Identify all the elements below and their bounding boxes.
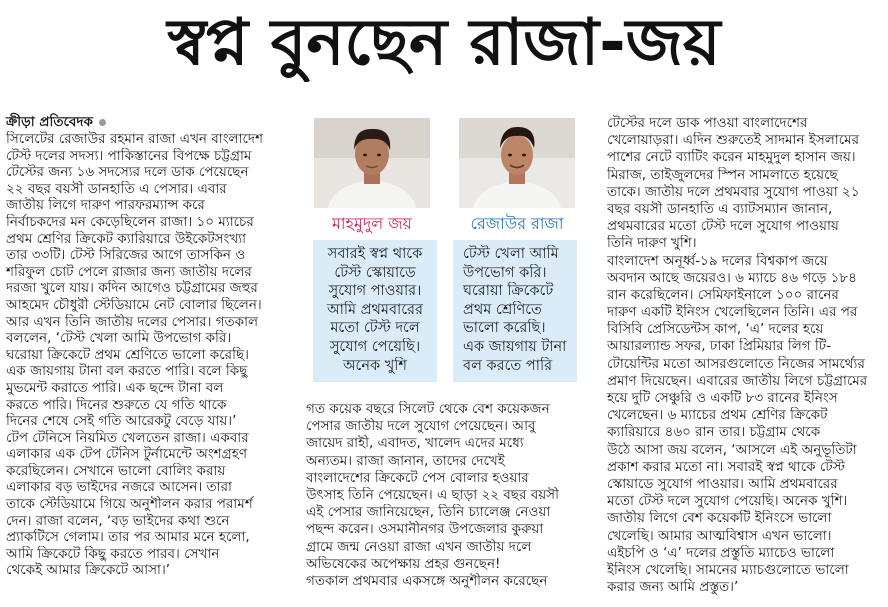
- text-line: [607, 270, 884, 287]
- text-line: [306, 556, 598, 573]
- text-line-content: দেন। রাজা বলেন, ‘বড় ভাইদের কথা শুনে: [6, 512, 230, 529]
- text-line: [306, 470, 598, 487]
- text-line-content: সুযোগ পেয়েছি।: [329, 338, 421, 355]
- text-line-content: টোয়েন্টির মতো আসরগুলোতে নিজের সামর্থ্যের: [607, 355, 865, 372]
- text-line: [453, 319, 577, 338]
- text-line-content: দিনের শেষে সেই গতি আরেকটু বেড়ে যায়।’: [6, 413, 237, 430]
- text-line-content: আয়ারল্যান্ড সফর, ঢাকা প্রিমিয়ার লিগ টি-: [607, 338, 832, 355]
- caption-name: মাহমুদুল জয়: [332, 214, 412, 233]
- text-line-content: করতে পারি। দিনের শুরুতে যে গতি থাকে: [6, 396, 227, 413]
- text-line-content: জাতীয় লিগে বেশ কয়েকটি ইনিংসে ভালো: [607, 510, 832, 527]
- text-line: [453, 245, 577, 264]
- text-line: [607, 459, 884, 476]
- text-line-content: পছন্দ করেন। ওসমানীনগর উপজেলার কুরুয়া: [306, 521, 544, 538]
- text-line-content: উঠে আসা জয় বলেন, ‘আসলে এই অনুভূতিটা: [607, 441, 857, 458]
- text-line-content: বছর বয়সী ডানহাতি এ ব্যাটসম্যান জানান,: [607, 200, 833, 217]
- text-line-content: করেছিলেন। সেখানে ভালো বোলিং করায়: [6, 462, 226, 479]
- text-line-content: এলাকার এক টেপ টেনিস টুর্নামেন্টে অংশগ্রহণ: [6, 446, 248, 463]
- text-line: [306, 539, 598, 556]
- player-photo-rejaur-raja: [459, 118, 575, 208]
- text-line: [607, 407, 884, 424]
- text-line: [306, 418, 598, 435]
- text-line: [607, 579, 884, 596]
- text-line: [6, 413, 298, 430]
- text-line: [607, 510, 884, 527]
- text-line: [6, 164, 298, 181]
- text-line: [453, 338, 577, 357]
- text-line: [453, 357, 577, 376]
- text-line: [607, 528, 884, 545]
- left-column-text: [6, 131, 298, 579]
- text-line-content: প্রথম শ্রেণির ক্রিকেট ক্যারিয়ারে উইকেটসংখ্যা: [6, 230, 247, 247]
- text-line: [607, 373, 884, 390]
- text-line-content: মতো টেস্ট দলে সুযোগ পেয়েছি। অনেক খুশি।: [607, 493, 848, 510]
- text-line-content: বাংলাদেশ অনূর্ধ্ব-১৯ দলের বিশ্বকাপ জয়ে: [607, 252, 828, 269]
- text-line: [306, 453, 598, 470]
- text-line: [6, 397, 298, 414]
- text-line: [6, 463, 298, 480]
- text-line: [6, 314, 298, 331]
- text-line-content: গত কয়েক বছরে সিলেট থেকে বেশ কয়েকজন: [306, 401, 550, 417]
- caption-mahmudul-joy: [310, 213, 434, 235]
- text-line-content: প্রথম শ্রেণিতে: [463, 301, 542, 318]
- text-line: [6, 380, 298, 397]
- text-line: [607, 442, 884, 459]
- text-line: [306, 401, 598, 418]
- text-line: [6, 546, 298, 563]
- text-line-content: টেস্টের দলে ডাক পাওয়া বাংলাদেশের: [607, 115, 808, 131]
- byline: [6, 114, 298, 131]
- text-line-content: টেস্ট স্কোয়াডে: [334, 264, 416, 281]
- text-line: [453, 264, 577, 283]
- text-line-content: টেস্টের জন্য ১৬ সদস্যের দলে ডাক পেয়েছেন: [6, 164, 249, 181]
- text-line: [607, 562, 884, 579]
- text-line-content: পাশের নেটে ব্যাটিং করেন মাহমুদুল হাসান জয়।: [607, 149, 856, 166]
- text-line: [6, 430, 298, 447]
- text-line-content: অভিষেকের অপেক্ষায় প্রহর গুনছেন!: [306, 555, 501, 572]
- text-line-content: সবারই স্বপ্ন থাকে: [327, 246, 423, 262]
- text-line-content: আমি প্রথমবারের: [326, 301, 424, 318]
- text-line-content: স্কোয়াডে সুযোগ পাওয়ার। আমি প্রথমবারের: [607, 475, 838, 492]
- quote-box-rejaur-raja: [453, 240, 577, 382]
- text-line: [6, 131, 298, 148]
- text-line-content: ঘরোয়া ক্রিকেটে: [463, 283, 554, 300]
- headline-text: স্বপ্ন বুনছেন রাজা-জয়: [167, 6, 721, 80]
- text-line: [607, 304, 884, 321]
- text-line: [6, 363, 298, 380]
- text-line: [6, 148, 298, 165]
- text-line-content: এক জায়গায় টানা বল করতে পারি। বলে কিছু: [6, 363, 248, 380]
- text-line: [306, 435, 598, 452]
- text-line-content: উৎসাহ তিনি পেয়েছেন। এ ছাড়া ২২ বছর বয়সী: [306, 486, 559, 503]
- text-line-content: এই পেসার জানিয়েছেন, তিনি চ্যালেঞ্জ নেওয়া: [306, 504, 551, 521]
- text-line: [6, 247, 298, 264]
- quote-box-mahmudul-joy: [313, 240, 437, 382]
- text-line-content: অনেক খুশি: [342, 357, 408, 374]
- text-line: [313, 282, 437, 301]
- text-line: [607, 390, 884, 407]
- text-line: [306, 504, 598, 521]
- text-line-content: ইনিংস খেলেছি। সামনের ম্যাচগুলোতে ভালো: [607, 561, 849, 578]
- text-line-content: প্রমাণ দিয়েছেন। এবারের জাতীয় লিগে চট্টগ্রামের: [607, 372, 868, 389]
- text-line: [313, 319, 437, 338]
- text-line: [6, 280, 298, 297]
- text-line-content: খেলোয়াড়রা। এদিন শুরুতেই সাদমান ইসলামের: [607, 132, 860, 149]
- text-line: [607, 424, 884, 441]
- text-line-content: পেসার জাতীয় দলে সুযোগ পেয়েছেন। আবু: [306, 418, 536, 435]
- text-line-content: শরিফুল চোট পেলে রাজার জন্য জাতীয় দলের: [6, 263, 252, 280]
- text-line-content: মুভমেন্ট করাতে পারি। এক ছন্দে টানা বল: [6, 379, 224, 396]
- text-line-content: প্রকাশ করার মতো না। সবারই স্বপ্ন থাকে টেস্ট: [607, 458, 845, 475]
- text-line: [607, 149, 884, 166]
- text-line: [306, 487, 598, 504]
- text-line-content: সুযোগ পাওয়ার।: [328, 283, 422, 300]
- text-line-content: অবদান আছে জয়েরও। ৬ ম্যাচে ৪৬ গড়ে ১৮৪: [607, 269, 857, 286]
- text-line: [6, 529, 298, 546]
- text-line: [313, 264, 437, 283]
- caption-name: রেজাউর রাজা: [470, 214, 564, 233]
- portrait-image: [459, 118, 575, 208]
- text-line: [607, 218, 884, 235]
- text-line: [6, 197, 298, 214]
- text-line-content: গ্রামে জন্ম নেওয়া রাজা এখন জাতীয় দলে: [306, 538, 532, 555]
- text-line: [607, 132, 884, 149]
- text-line-content: নির্বাচকদের মন কেড়েছিলেন রাজা। ১০ ম্যাচের: [6, 213, 254, 230]
- text-line: [607, 321, 884, 338]
- text-line-content: টেস্ট খেলা আমি: [463, 246, 559, 262]
- caption-rejaur-raja: [455, 213, 579, 235]
- text-line-content: বল করতে পারি: [463, 357, 553, 374]
- text-line-content: এক জায়গায় টানা: [463, 338, 567, 355]
- portrait-image: [314, 118, 430, 208]
- text-line-content: বললেন, ‘টেস্ট খেলা আমি উপভোগ করি।: [6, 330, 232, 347]
- text-line-content: দারুণ একটি ইনিংস খেলেছিলেন তিনি। এর পর: [607, 304, 858, 321]
- middle-column-text: [306, 401, 598, 590]
- text-line-content: বাংলাদেশের ক্রিকেটে পেস বোলার হওয়ার: [306, 469, 529, 486]
- text-line: [607, 235, 884, 252]
- text-line: [313, 301, 437, 320]
- text-line: [607, 184, 884, 201]
- text-line: [453, 282, 577, 301]
- text-line-content: হয়ে দুটি সেঞ্চুরি ও একটি ৮৩ রানের ইনিংস: [607, 390, 838, 406]
- text-line-content: তার ৩৩টি। টেস্ট সিরিজের আগে তাসকিন ও: [6, 247, 246, 264]
- text-line-content: মতো টেস্ট দলে: [330, 320, 420, 337]
- text-line-content: এলাকার বড় ভাইদের নজরে আসেন। তারা: [6, 479, 232, 496]
- text-line-content: দরজা খুলে যায়। কদিন আগেও চট্টগ্রামের জহুর: [6, 280, 258, 297]
- text-line: [6, 214, 298, 231]
- text-line-content: টেস্ট দলের সদস্য। পাকিস্তানের বিপক্ষে চট্টগ্রাম: [6, 147, 252, 164]
- text-line: [6, 496, 298, 513]
- text-line-content: ঘরোয়া ক্রিকেটে প্রথম শ্রেণিতে ভালো করেছি।: [6, 346, 249, 363]
- text-line: [6, 297, 298, 314]
- text-line: [313, 245, 437, 264]
- text-line: [313, 357, 437, 376]
- byline-dot-icon: [99, 119, 106, 126]
- text-line-content: টেপ টেনিসে নিয়মিত খেলতেন রাজা। একবার: [6, 429, 249, 446]
- text-line-content: উপভোগ করি।: [463, 264, 547, 281]
- text-line-content: মিরাজ, তাইজুলদের স্পিন সামলাতে হয়েছে: [607, 166, 838, 183]
- text-line-content: আর এখন তিনি জাতীয় দলের পেসার। গতকাল: [6, 313, 259, 330]
- text-line: [453, 301, 577, 320]
- text-line-content: অন্যতম। রাজা জানান, তাদের দেখেই: [306, 452, 505, 469]
- text-line: [6, 231, 298, 248]
- text-line: [6, 347, 298, 364]
- text-line: [6, 181, 298, 198]
- text-line: [607, 493, 884, 510]
- text-line: [6, 562, 298, 579]
- text-line: [607, 201, 884, 218]
- text-line-content: জায়েদ রাহী, এবাদত, খালেদ এদের মধ্যে: [306, 435, 524, 452]
- text-line: [607, 545, 884, 562]
- text-line-content: এইচপি ও ‘এ’ দলের প্রস্তুতি ম্যাচেও ভালো: [607, 544, 835, 561]
- text-line-content: ভালো করেছি।: [463, 320, 546, 337]
- text-line-content: খেলেছি। আমার আত্মবিশ্বাস এখন ভালো।: [607, 527, 832, 544]
- text-line: [306, 573, 598, 590]
- text-line-content: রান করেছিলেন। সেমিফাইনালে ১০০ রানের: [607, 286, 839, 303]
- text-line-content: আমি ক্রিকেটে কিছু করতে পারব। সেখান: [6, 545, 220, 562]
- text-line-content: করার জন্য আমি প্রস্তুত।’: [607, 579, 739, 596]
- text-line: [6, 479, 298, 496]
- text-line-content: তাকে। জাতীয় দলে প্রথমবার সুযোগ পাওয়া ২১: [607, 183, 860, 200]
- text-line-content: সিলেটের রেজাউর রহমান রাজা এখন বাংলাদেশ: [6, 131, 263, 147]
- player-photo-mahmudul-joy: [314, 118, 430, 208]
- text-line-content: গতকাল প্রথমবার একসঙ্গে অনুশীলন করেছেন: [306, 572, 548, 589]
- text-line: [607, 287, 884, 304]
- text-line-content: ২২ বছর বয়সী ডানহাতি এ পেসার। এবার: [6, 180, 227, 197]
- text-line: [306, 521, 598, 538]
- text-line: [607, 356, 884, 373]
- text-line-content: বিসিবি প্রেসিডেন্টস কাপ, ‘এ’ দলের হয়ে: [607, 321, 824, 338]
- text-line-content: থেকেই আমার ক্রিকেটে আসা।’: [6, 562, 171, 579]
- text-line: [6, 264, 298, 281]
- article-headline: [20, 4, 868, 82]
- text-line-content: খেলেছেন। ৬ ম্যাচের প্রথম শ্রেণির ক্রিকেট: [607, 407, 828, 424]
- text-line: [313, 338, 437, 357]
- text-line: [607, 115, 884, 132]
- text-line-content: প্রথমবারের মতো টেস্ট দলে সুযোগ পাওয়ায়: [607, 218, 839, 235]
- text-line: [6, 513, 298, 530]
- text-line: [607, 476, 884, 493]
- text-line: [607, 338, 884, 355]
- text-line: [607, 253, 884, 270]
- text-line: [607, 167, 884, 184]
- text-line-content: আহমেদ চৌধুরী স্টেডিয়ামে নেট বোলার ছিলেন।: [6, 296, 262, 313]
- right-column-text: [607, 115, 884, 596]
- text-line-content: তাকে স্টেডিয়ামে গিয়ে অনুশীলন করার পরামর্শ: [6, 496, 253, 513]
- text-line-content: তিনি দারুণ খুশি।: [607, 235, 697, 252]
- text-line-content: ক্যারিয়ারে ৪৬০ রান তার। চট্টগ্রাম থেকে: [607, 424, 821, 441]
- text-line-content: প্র্যাকটিসে গেলাম। তার পর আমার মনে হলো,: [6, 529, 250, 546]
- text-line: [6, 330, 298, 347]
- text-line-content: জাতীয় লিগে দারুণ পারফরম্যান্স করে: [6, 197, 205, 214]
- text-line: [6, 446, 298, 463]
- byline-text: ক্রীড়া প্রতিবেদক: [6, 114, 93, 130]
